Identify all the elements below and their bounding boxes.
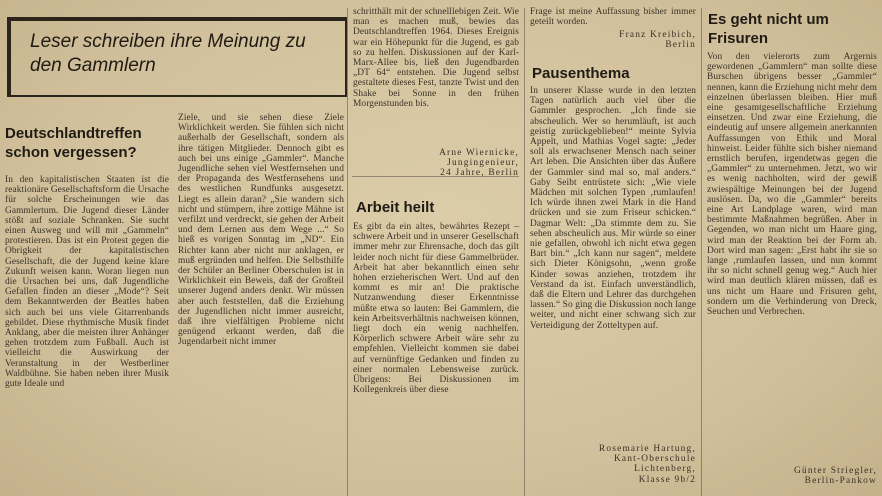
headline-pausenthema: Pausenthema — [532, 65, 630, 82]
article-text-arbeit: Es gibt da ein altes, bewährtes Rezept – schwere Arbeit und in unserer Gesellschaft immer mehr zur Ehrensache, doch das gilt leider noch nicht für diese Gammelbrüder. Arbeit hat aber bekanntlich einen sehr hohen erzieherischen Wert. Und auf den kommt es mir an! Die praktische Nutzanwendung dieser Erkenntnisse müßte etwa so lauten: Bei Gammlern, die kein Arbeitsverhältnis nachweisen können, liegt doch ein wenig nachhelfen. Körperlich schwere Arbeit wäre sehr zu empfehlen. Vielleicht kommen sie dabei auf vernünftige Gedanken und finden zu einer normalen Lebensweise zurück. Übrigens: Bei Diskussionen im Kollegenkreis über diese — [353, 222, 519, 396]
article-text-arbeit-end: Frage ist meine Auffassung bisher immer geteilt worden. — [530, 7, 696, 28]
signature-kreibich: Franz Kreibich, Berlin — [619, 30, 696, 51]
article-text-deutschlandtreffen: In den kapitalistischen Staaten ist die reaktionäre Gesellschaftsform die Ursache für solche Erscheinungen wie das Gammlertum. Die Jugend dieser Länder stößt auf soziale Schranken. Sie sucht einen Ausweg und will mit „Gammeln“ protestieren. Das ist ein Protest gegen die Obrigkeit der kapitalistischen Gesellschaft, die der Jugend keine klare Zukunft weisen kann. Woran liegen nun die Ursachen bei uns, daß Jugendliche Gefallen finden an dieser „Mode“? Seit dem Bekanntwerden der Beatles haben sich auch bei uns viele Gitarrenbands gebildet. Diese rhythmische Musik findet Anklang, aber die meisten ihrer Anhänger gehen trotzdem zum Fußball. Auch ist vielleicht die Auswirkung der Veranstaltung in der Westberliner Waldbühne. Sie haben neben ihrer Musik gute Ideale und — [5, 175, 169, 390]
column-rule — [701, 8, 702, 496]
signature-wiernicke: Arne Wiernicke, Jungingenieur, 24 Jahre, Berlin — [439, 148, 519, 179]
masthead-title: Leser schreiben ihre Meinung zu den Gammlern — [30, 31, 306, 76]
signature-hartung: Rosemarie Hartung, Kant-Oberschule Lichtenberg, Klasse 9b/2 — [598, 444, 696, 485]
column-rule — [347, 8, 348, 496]
article-text-deutschlandtreffen-end: schritthält mit der schnelllebigen Zeit. Wie man es machen muß, bewies das Deutschlandtreffen 1964. Dieses Ereignis war ein Höhepunkt für die Jugend, es gab so zu helfen. Diskussionen auf der Karl-Marx-Allee bis, ließ den Jugendbarden „DT 64“ entstehen. Die Jugend selbst gestaltete dieses Fest, tanzte Twist und den Shake bei Sonne in den frühen Morgenstunden bis. — [353, 7, 519, 109]
article-text-deutschlandtreffen-cont: Ziele, und sie sehen diese Ziele Wirklichkeit werden. Sie fühlen sich nicht außerhalb der Gesellschaft, sondern als ihre tätigen Mitglieder. Dennoch gibt es auch bei uns einige „Gammler“. Manche Jugendliche sehen viel Westfernsehen und der Propaganda des Westfernsehens und des westlichen Rundfunks ausgesetzt. Liegt es allein daran? „Sie wandern sich nicht und stümpern, ihre zottige Mähne ist verfilzt und verdreckt, sie gehen der Arbeit und dem Lernen aus dem Wege ...“ So hieß es vorigen Sonntag im „ND“. Ein Richter kann aber nicht nur anklagen, er muß ergründen und helfen. Die Selbsthilfe der Schüler an Berliner Oberschulen ist in Wirklichkeit ein Beweis, daß der Großteil unserer Jugend anders denkt. Wir müssen aber auch feststellen, daß die Erziehung der Jugendlichen nicht immer ausreicht, daß ihre vielfältigen Probleme nicht genügend erkannt werden, daß die Jugendarbeit nicht immer — [178, 113, 344, 348]
headline-deutschlandtreffen: Deutschlandtreffen schon vergessen? — [5, 125, 142, 161]
column-rule — [524, 8, 525, 496]
signature-striegler: Günter Striegler, Berlin-Pankow — [793, 466, 877, 487]
article-text-pausenthema: In unserer Klasse wurde in den letzten Tagen natürlich auch viel über die Gammler gesprochen. „Ich finde sie abscheulich. Wer so herumläuft, ist auch geistig zurückgeblieben!“ meinte Sylvia Appelt, und Mathias Vogel sagte: „Jeder soll als erwachsener Mensch nach seiner Art leben. Die Ansichten über das Äußere der Gammler sind mal so, mal anders.“ Gaby Seibt entrüstete sich: „Wie viele Mädchen mit solchen Typen ‚rumlaufen! Ich würde ihnen zwei Mark in die Hand drücken und sie zum Friseur schicken.“ Dagmar Welt: „Da stimmte dem zu. Sie sehen abscheulich aus. Mir würde so einer nie gefallen, obwohl ich nicht etwa gegen Bart bin.“ „Ich kann nur sagen“, meldete sich Dieter Königsohn, „wenn große Kinder sowas anziehen, trotzdem ihr Verstand da ist. Einfach unverständlich, daß die Eltern und Lehrer das durchgehen lassen.“ So ging die Diskussion noch lange weiter, und nicht einer schwang sich zur Verteidigung der Zotteltypen auf. — [530, 86, 696, 331]
headline-frisuren: Es geht nicht um Frisuren — [708, 11, 829, 47]
article-text-frisuren: Von den vielerorts zum Ärgernis gewordenen „Gammlern“ man sollte diese Burschen übrigens besser „Gammler“ nennen, kann die Erziehung nicht mehr dem einzelnen überlassen bleiben. Hier muß eine gesamtgesellschaftliche Erziehung einsetzen. Und zwar eine Erziehung, die eindeutig auf unsere allgemein anerkannten Auffassungen von Ethik und Moral hinweist. Leider fühlte sich bisher niemand ernstlich berufen, irgendetwas gegen die „Gammler“ zu unternehmen. Jetzt, wo wir es wenig nachholten, wird der gewiß zwiespältige Meinungen bei der Jugend auslösen. Da, wo die „Gammler“ bereits eine Art Landplage waren, wird man bestimmte Maßnahmen begrüßen. Aber in Gegenden, wo man nicht um Haare ging, wird man der Reaktion bei der Form ab. Dort wird man sagen: „Erst habt ihr sie so lange ‚rumlaufen lassen, und nun kommt ihr so nicht schnell genug weg.“ Auch hier wird man deutlich klären müssen, daß es uns nicht um Haare und Frisuren geht, sondern um die Verhinderung von Dreck, Seuchen und Verbrechen. — [707, 52, 877, 318]
headline-arbeit-heilt: Arbeit heilt — [356, 199, 435, 216]
